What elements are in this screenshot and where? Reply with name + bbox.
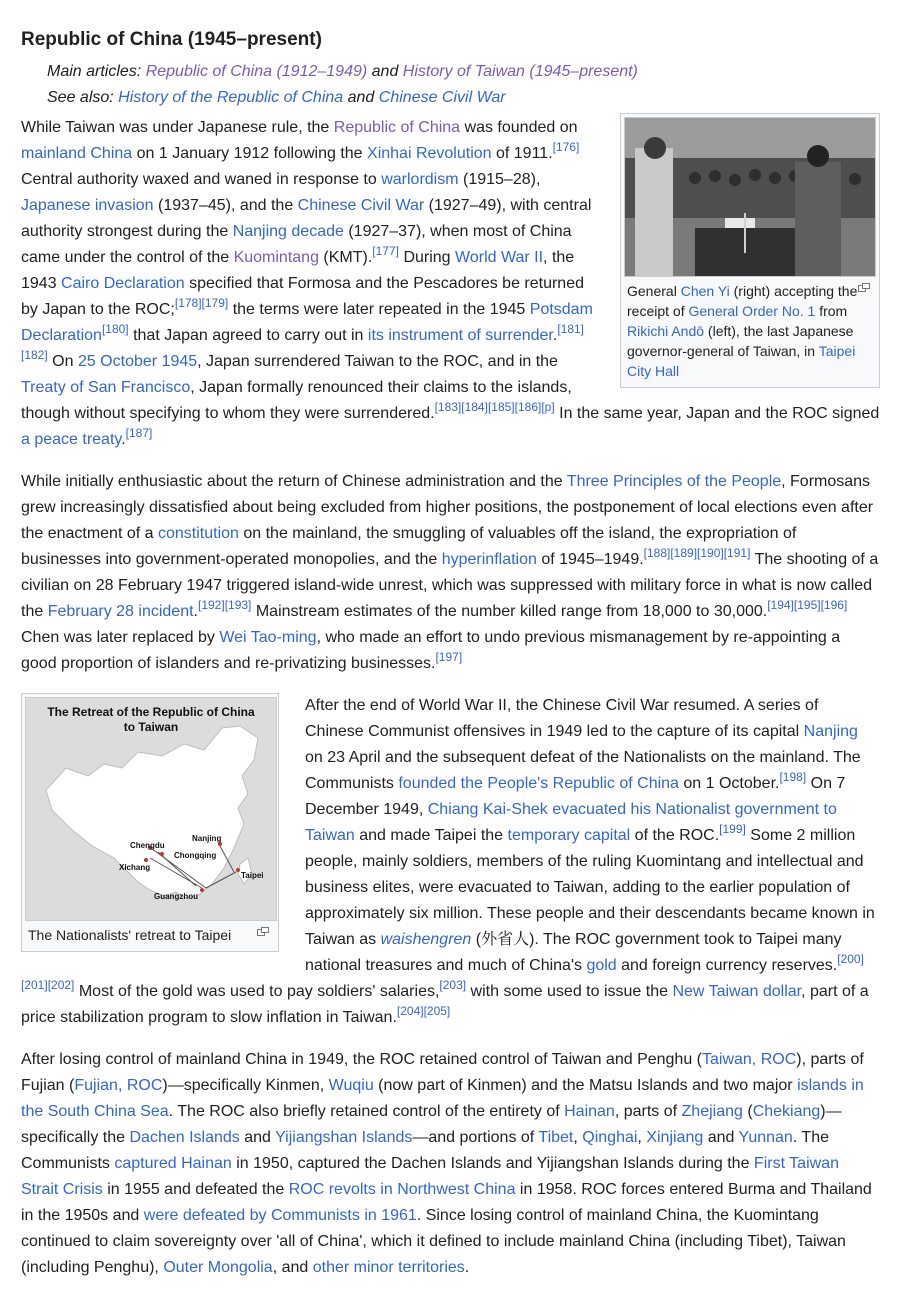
article-link[interactable]: constitution — [157, 525, 239, 542]
city-label-guangzhou: Guangzhou — [154, 892, 198, 901]
article-link[interactable]: Treaty of San Francisco — [21, 379, 191, 396]
text-run: on the mainland, the smuggling of valuables off the island, the expropriation of businesses into government-operated monopolies, and the — [21, 525, 797, 568]
caption-text: The Nationalists' retreat to Taipei — [28, 927, 232, 943]
text-run: —and portions of — [412, 1129, 539, 1146]
paragraph-retained-territories — [21, 1047, 880, 1281]
article-link[interactable]: temporary capital — [507, 827, 631, 844]
text-run: (1927–49), with central authority strongest during the — [21, 197, 592, 240]
article-link[interactable]: Republic of China — [333, 119, 461, 136]
text-run: . — [552, 327, 558, 344]
article-link[interactable]: Wuqiu — [328, 1077, 374, 1094]
text-run: , Japan formally renounced their claims to the islands, though without specifying to whom they were surrendered. — [21, 379, 572, 422]
article-link[interactable]: captured Hainan — [114, 1155, 232, 1172]
reference-link[interactable]: [197] — [435, 650, 463, 664]
text-run: and foreign currency reserves. — [616, 957, 838, 974]
text-run: , the 1943 — [21, 249, 575, 292]
article-link[interactable]: Three Principles of the People — [566, 473, 782, 490]
text-run: )—specifically Kinmen, — [162, 1077, 329, 1094]
article-link[interactable]: Yunnan — [738, 1129, 793, 1146]
text-run: the terms were later repeated in the 1945 — [228, 301, 530, 318]
text-run: )—specifically the — [21, 1103, 842, 1146]
text-run: , Japan surrendered Taiwan to the ROC, and in the — [197, 353, 558, 370]
article-link[interactable]: gold — [586, 957, 617, 974]
text-run: and — [239, 1129, 276, 1146]
article-link[interactable]: Nanjing — [803, 723, 858, 740]
article-link[interactable]: World War II — [455, 249, 544, 266]
figure-caption — [25, 921, 275, 948]
article-link[interactable]: Chiang Kai-Shek evacuated his Nationalist government to Taiwan — [305, 801, 837, 844]
reference-link[interactable]: [183][184][185][186][p] — [434, 400, 555, 414]
text-run: Some 2 million people, mainly soldiers, members of the ruling Kuomintang and intellectual and business elites, were evacuated to Taiwan, adding to the earlier population of approximately six million. These people and their descendants became known in Taiwan as — [305, 827, 875, 948]
reference-link[interactable]: [204][205] — [396, 1004, 451, 1018]
reference — [435, 650, 462, 664]
reference — [644, 546, 751, 560]
text-run: and — [703, 1129, 739, 1146]
caption-text: General — [627, 283, 681, 299]
text-run: (1915–28), — [458, 171, 541, 188]
link-general-order-no-1[interactable]: General Order No. 1 — [688, 303, 816, 319]
figure-retreat-map — [21, 693, 279, 952]
text-run: . Since losing control of mainland China, the Kuomintang continued to claim sovereignty over 'all of China', which it defined to include mainland China (including Tibet), Taiwan (including Penghu), — [21, 1207, 846, 1276]
text-run: , — [573, 1129, 583, 1146]
reference — [779, 770, 806, 784]
caption-text: from — [815, 303, 848, 319]
enlarge-icon[interactable] — [858, 283, 870, 292]
enlarge-icon[interactable] — [257, 927, 269, 936]
reference-link[interactable]: [187] — [125, 426, 153, 440]
city-label-taipei: Taipei — [241, 871, 264, 880]
text-run: The shooting of a civilian on 28 February 1947 triggered island-wide unrest, which was suppressed with military force in what is now called the — [21, 551, 879, 620]
link-chen-yi[interactable]: Chen Yi — [680, 283, 730, 299]
article-link[interactable]: Chinese Civil War — [297, 197, 425, 214]
article-link[interactable]: Xinjiang — [646, 1129, 704, 1146]
link-taipei-city-hall[interactable]: Taipei City Hall — [627, 343, 856, 379]
text-run: . — [193, 603, 198, 620]
article-link[interactable]: Outer Mongolia — [163, 1259, 273, 1276]
text-run: (now part of Kinmen) and the Matsu Islands and two major — [373, 1077, 798, 1094]
hatnote-label: Main articles: — [47, 63, 142, 80]
figure-surrender-ceremony — [620, 113, 880, 388]
text-run: Most of the gold was used to pay soldiers' salaries, — [74, 983, 440, 1000]
link-rikichi-ando[interactable]: Rikichi Andō — [627, 323, 705, 339]
article-link[interactable]: Yijiangshan Islands — [275, 1129, 413, 1146]
paragraph-post-war-unrest — [21, 469, 880, 677]
text-run: While Taiwan was under Japanese rule, the — [21, 119, 334, 136]
section-heading: Republic of China (1945–present) — [21, 29, 322, 50]
article-link[interactable]: waishengren — [380, 931, 472, 948]
reference-link[interactable]: [192][193] — [198, 598, 252, 612]
text-run: in 1958. ROC forces entered Burma and Thailand in the 1950s and — [21, 1181, 872, 1224]
text-run: , Formosans grew increasingly dissatisfied about being excluded from higher positions, the postponement of local elections even after the enactment of a — [21, 473, 874, 542]
link-roc-1912-1949[interactable]: Republic of China (1912–1949) — [145, 63, 368, 80]
text-run: . — [121, 431, 126, 448]
text-run: on 23 April and the subsequent defeat of the Nationalists on the mainland. The Communists — [305, 749, 861, 792]
caption-text: (left), the last Japanese governor-general of Taiwan, in — [627, 323, 854, 359]
text-run: with some used to issue the — [466, 983, 673, 1000]
article-link[interactable]: Taiwan, ROC — [702, 1051, 797, 1068]
article-link[interactable]: were defeated by Communists in 1961 — [143, 1207, 417, 1224]
city-label-nanjing: Nanjing — [192, 834, 222, 843]
text-run: , and — [272, 1259, 313, 1276]
link-history-of-roc[interactable]: History of the Republic of China — [118, 89, 344, 106]
article-link[interactable]: its instrument of surrender — [367, 327, 553, 344]
article-link[interactable]: Xinhai Revolution — [367, 145, 492, 162]
reference-link[interactable]: [203] — [439, 978, 467, 992]
article-link[interactable]: Potsdam Declaration — [21, 301, 593, 344]
map-title-line2: to Taiwan — [123, 720, 179, 734]
article-link[interactable]: Zhejiang — [681, 1103, 743, 1120]
city-label-xichang: Xichang — [119, 863, 151, 872]
reference — [372, 244, 399, 258]
article-link[interactable]: other minor territories — [312, 1259, 465, 1276]
reference — [198, 598, 251, 612]
reference — [126, 426, 153, 440]
reference-link[interactable]: [199] — [719, 822, 746, 836]
reference-link[interactable]: [181][182] — [21, 322, 585, 362]
reference-link[interactable]: [198] — [779, 770, 807, 784]
hatnote-conjunction: and — [347, 89, 375, 106]
reference — [175, 296, 228, 310]
retreat-map[interactable] — [25, 697, 277, 921]
text-run: of 1945–1949. — [536, 551, 644, 568]
text-run: After losing control of mainland China in 1949, the ROC retained control of Taiwan and Penghu ( — [21, 1051, 702, 1068]
hatnote-label: See also: — [47, 89, 114, 106]
map-title-line1: The Retreat of the Republic of China — [47, 705, 255, 719]
reference — [439, 978, 466, 992]
article-link[interactable]: Kuomintang — [233, 249, 319, 266]
city-label-chengdu: Chengdu — [130, 841, 165, 850]
article-link[interactable]: First Taiwan Strait Crisis — [21, 1155, 839, 1198]
text-run: On — [47, 353, 78, 370]
article-link[interactable]: Tibet — [538, 1129, 574, 1146]
text-run: . The Communists — [21, 1129, 829, 1172]
text-run: After the end of World War II, the Chinese Civil War resumed. A series of Chinese Communist offensives in 1949 led to the capture of its capital — [305, 697, 819, 740]
text-run: (1927–37), when most of China came under the control of the — [21, 223, 572, 266]
text-run: in 1955 and defeated the — [102, 1181, 289, 1198]
text-run: (1937–45), and the — [153, 197, 298, 214]
link-history-of-taiwan[interactable]: History of Taiwan (1945–present) — [402, 63, 638, 80]
article-link[interactable]: Hainan — [564, 1103, 615, 1120]
figure-caption — [624, 277, 876, 384]
main-articles-hatnote — [47, 59, 880, 85]
text-run: (KMT). — [318, 249, 373, 266]
article-link[interactable]: Dachen Islands — [129, 1129, 240, 1146]
text-run: and made Taipei the — [354, 827, 508, 844]
article-link[interactable]: Chekiang — [752, 1103, 821, 1120]
text-run: (外省人). The ROC government took to Taipei many national treasures and much of China's — [305, 931, 842, 974]
reference — [102, 322, 129, 336]
reference — [553, 140, 580, 154]
text-run: of the ROC. — [630, 827, 720, 844]
reference — [397, 1004, 450, 1018]
text-run: Central authority waxed and waned in response to — [21, 171, 382, 188]
article-link[interactable]: islands in the South China Sea — [21, 1077, 864, 1120]
text-run: was founded on — [460, 119, 578, 136]
text-run: , — [637, 1129, 647, 1146]
text-run: that Japan agreed to carry out in — [128, 327, 368, 344]
article-link[interactable]: Fujian, ROC — [74, 1077, 163, 1094]
text-run: . The ROC also briefly retained control of the entirety of — [168, 1103, 565, 1120]
text-run: in 1950, captured the Dachen Islands and Yijiangshan Islands during the — [231, 1155, 754, 1172]
article-link[interactable]: hyperinflation — [441, 551, 537, 568]
text-run: , parts of — [614, 1103, 682, 1120]
city-label-chongqing: Chongqing — [174, 851, 217, 860]
reference — [719, 822, 746, 836]
text-run: While initially enthusiastic about the return of Chinese administration and the — [21, 473, 567, 490]
article-link[interactable]: Japanese invasion — [21, 197, 154, 214]
reference-link[interactable]: [178][179] — [174, 296, 229, 310]
text-run: In the same year, Japan and the ROC signed — [554, 405, 880, 422]
article-link[interactable]: Wei Tao-ming — [219, 629, 317, 646]
article-link[interactable]: New Taiwan dollar — [672, 983, 802, 1000]
text-run: On 7 December 1949, — [305, 775, 846, 818]
article-link[interactable]: Nanjing decade — [232, 223, 344, 240]
article-link[interactable]: ROC revolts in Northwest China — [288, 1181, 516, 1198]
text-run: , part of a price stabilization program to slow inflation in Taiwan. — [21, 983, 869, 1026]
article-link[interactable]: founded the People's Republic of China — [398, 775, 679, 792]
article-link[interactable]: Qinghai — [582, 1129, 638, 1146]
reference-link[interactable]: [194][195][196] — [767, 598, 848, 612]
text-run: Chen was later replaced by — [21, 629, 220, 646]
link-chinese-civil-war[interactable]: Chinese Civil War — [378, 89, 506, 106]
text-run: . — [464, 1259, 470, 1276]
hatnote-conjunction: and — [371, 63, 399, 80]
text-run: on 1 October. — [678, 775, 780, 792]
article-link[interactable]: a peace treaty — [21, 431, 122, 448]
article-link[interactable]: February 28 incident — [47, 603, 194, 620]
reference — [435, 400, 555, 414]
article-link[interactable]: 25 October 1945 — [77, 353, 198, 370]
reference — [767, 598, 847, 612]
reference-link[interactable]: [176] — [552, 140, 580, 154]
see-also-hatnote — [47, 85, 880, 111]
reference-link[interactable]: [200][201][202] — [21, 952, 864, 992]
article-link[interactable]: warlordism — [381, 171, 459, 188]
article-link[interactable]: Cairo Declaration — [61, 275, 185, 292]
article-link[interactable]: mainland China — [21, 145, 133, 162]
reference-link[interactable]: [177] — [372, 244, 399, 258]
reference-link[interactable]: [180] — [101, 322, 129, 336]
surrender-ceremony-photo[interactable] — [624, 117, 876, 277]
text-run: of 1911. — [491, 145, 553, 162]
caption-text: (right) accepting the receipt of — [627, 283, 858, 319]
text-run: Mainstream estimates of the number killed range from 18,000 to 30,000. — [251, 603, 768, 620]
reference-link[interactable]: [188][189][190][191] — [643, 546, 751, 560]
text-run: During — [399, 249, 456, 266]
text-run: ), parts of Fujian ( — [21, 1051, 864, 1094]
text-run: , who made an effort to undo previous mismanagement by re-appointing a good proportion of islanders and re-privatizing businesses. — [21, 629, 841, 672]
text-run: on 1 January 1912 following the — [132, 145, 368, 162]
text-run: ( — [742, 1103, 753, 1120]
text-run: specified that Formosa and the Pescadores be returned by Japan to the ROC; — [21, 275, 584, 318]
